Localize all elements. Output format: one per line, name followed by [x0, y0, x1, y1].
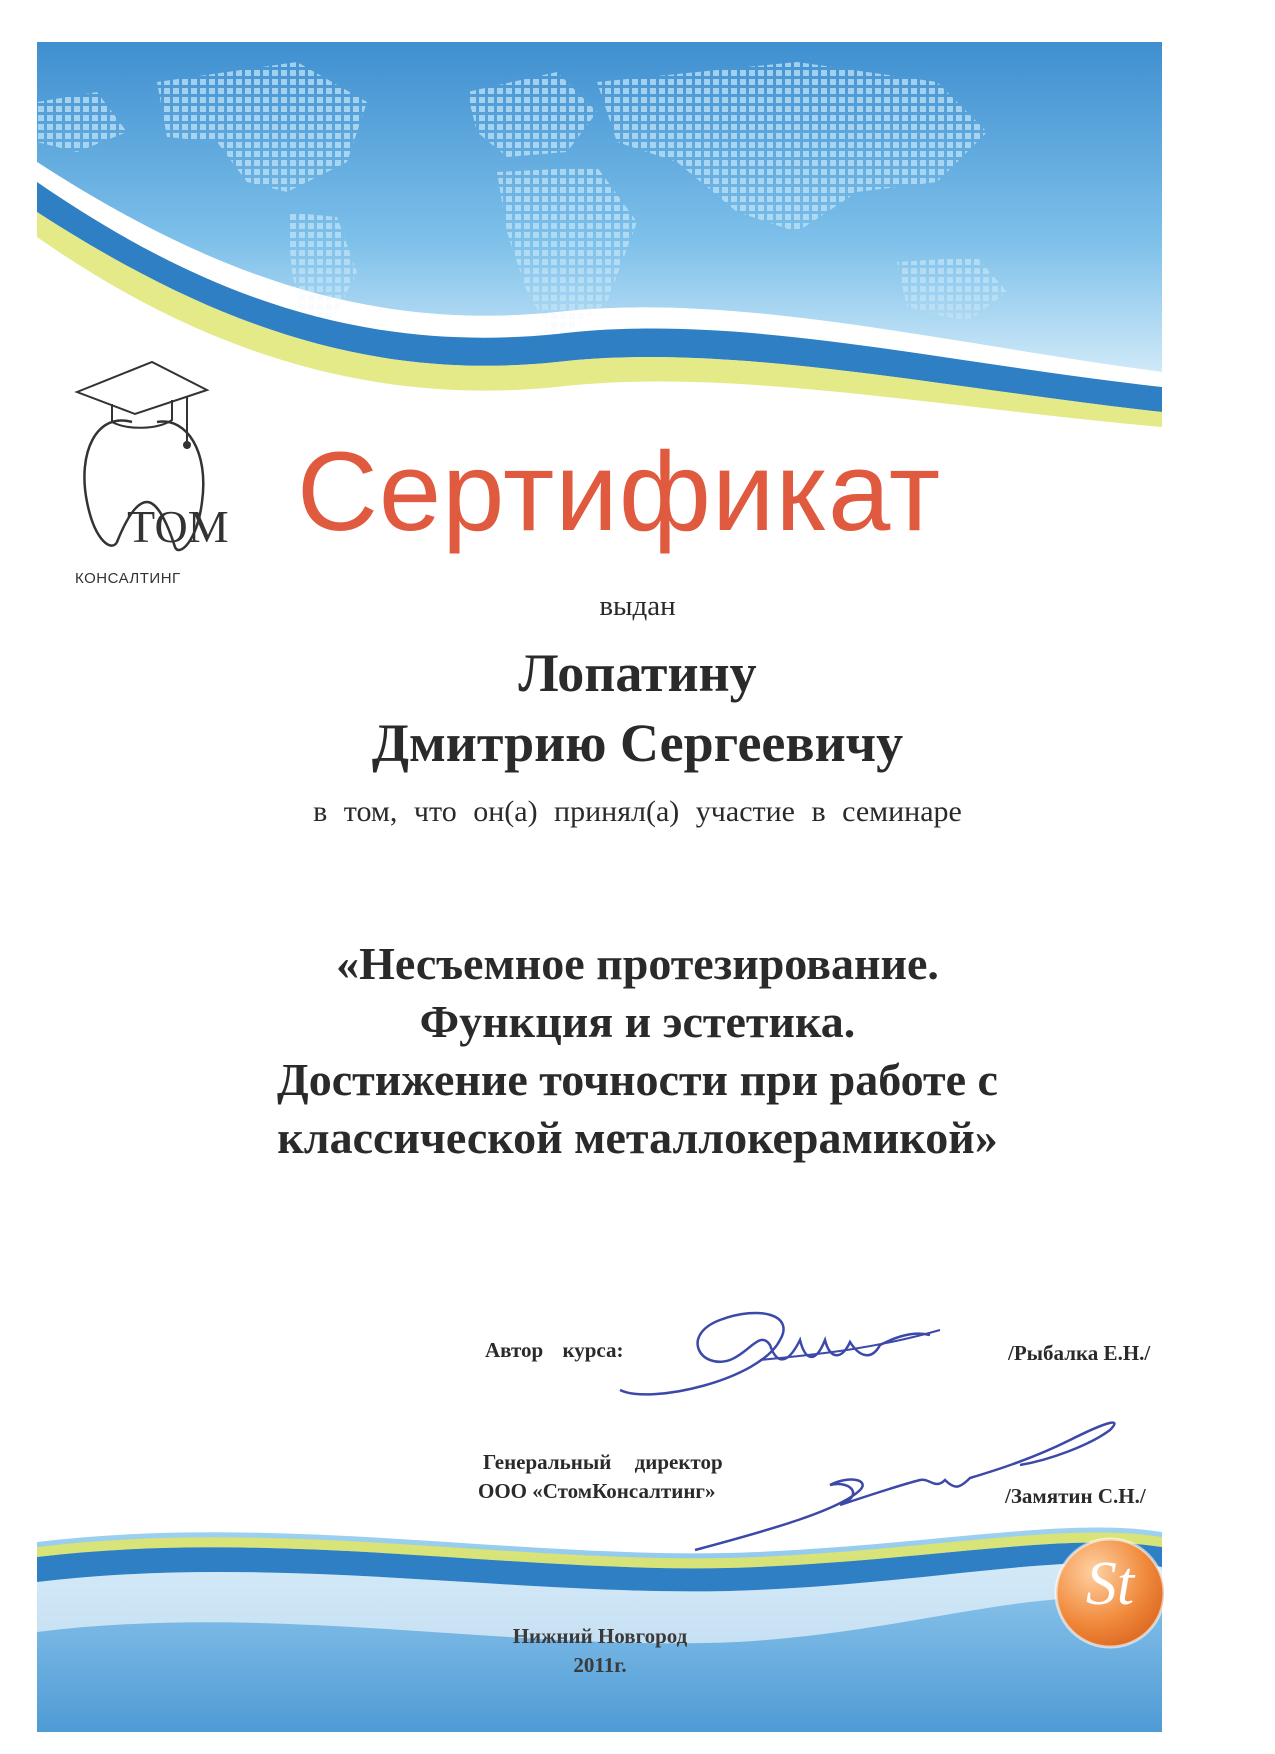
director-title-label: Генеральный директор: [483, 1450, 723, 1474]
badge-text: St: [1085, 1550, 1135, 1618]
issued-text: выдан: [599, 590, 676, 622]
svg-text:ТОМ: ТОМ: [127, 501, 229, 552]
seminar-title: [0, 935, 1275, 1167]
seminar-line: «Несъемное протезирование.: [336, 938, 939, 989]
seminar-line: Функция и эстетика.: [419, 996, 856, 1047]
recipient-surname: Лопатину: [518, 643, 757, 703]
footer-year: 2011г.: [573, 1653, 627, 1677]
tooth-graduation-cap-logo-icon: [57, 352, 229, 582]
participation-statement: в том, что он(а) принял(а) участие в семинаре: [313, 795, 962, 828]
footer-city: Нижний Новгород: [512, 1624, 688, 1648]
author-label: Автор курса:: [485, 1338, 624, 1362]
author-name: /Рыбалка Е.Н./: [1008, 1341, 1151, 1365]
seminar-line: классической металлокерамикой»: [277, 1112, 998, 1163]
director-name: /Замятин С.Н./: [1005, 1484, 1146, 1508]
certificate-title: Сертификат: [297, 429, 942, 554]
logo-caption: КОНСАЛТИНГ: [75, 570, 181, 587]
company-label: ООО «СтомКонсалтинг»: [478, 1479, 716, 1503]
recipient-given-names: Дмитрию Сергеевичу: [371, 713, 904, 773]
author-signature: [610, 1300, 970, 1410]
seminar-line: Достижение точности при работе с: [277, 1054, 998, 1105]
